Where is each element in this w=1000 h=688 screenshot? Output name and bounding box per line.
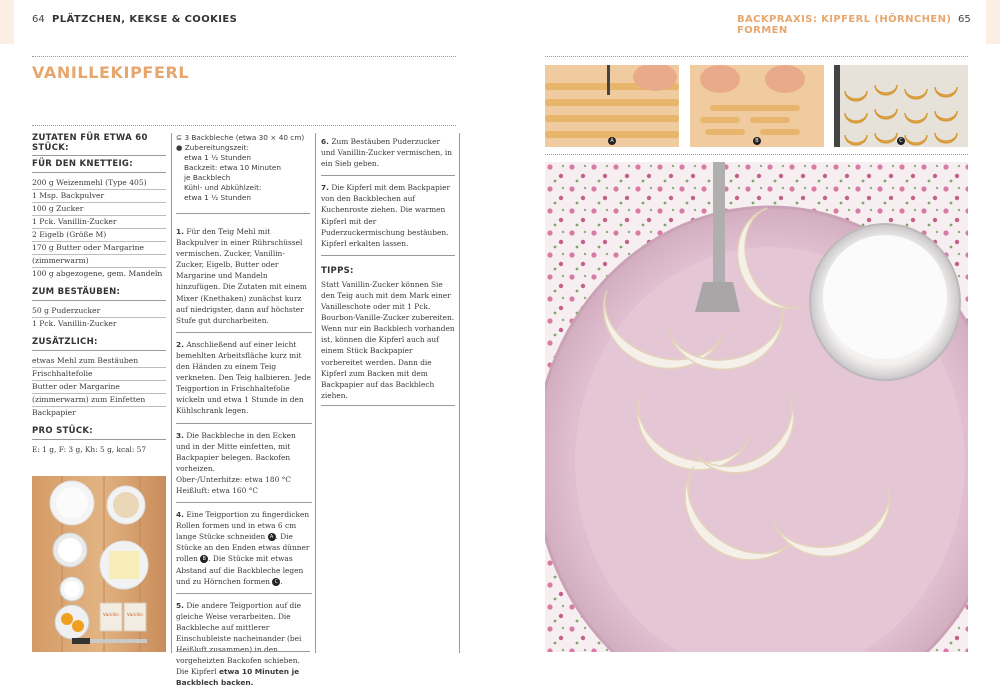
column-divider-3 (459, 133, 460, 653)
ingredients-column (32, 133, 166, 455)
ingredient-item: Backpapier (32, 408, 76, 417)
column-divider-1 (171, 133, 172, 653)
ingredient-item: 1 Pck. Vanillin-Zucker (32, 319, 117, 328)
clock-icon: ● (176, 143, 185, 152)
ingredient-item: 200 g Weizenmehl (Type 405) (32, 177, 166, 190)
ingredient-item: 1 Msp. Backpulver (32, 190, 166, 203)
photo-dotted-rule (545, 154, 968, 155)
tips-heading: TIPPS: (321, 265, 354, 276)
step-rule (176, 332, 312, 333)
step-2: 2. Anschließend auf einer leicht bemehlten Arbeitsfläche kurz mit den Händen zu einem Teig verkneten. Den Teig halbieren. Jede Teigportion in Frischhaltefolie wickeln und etwa 1 Stunde in den Kühlschrank legen. (176, 339, 311, 416)
step-1: 1. Für den Teig Mehl mit Backpulver in einer Rührschüssel vermischen. Zucker, Vanillin-Zucker, Eigelb, Butter oder Margarine und Mandeln hinzufügen. Die Zutaten mit einem Mixer (Knethaken) zunächst kurz auf niedrigster, dann auf höchster Stufe gut durcharbeiten. (176, 227, 307, 325)
right-running-header: BACKPRAXIS: KIPFERL (HÖRNCHEN) FORMEN (737, 14, 952, 36)
per-piece-heading: PRO STÜCK: (32, 426, 166, 440)
column-divider-2 (315, 133, 316, 653)
step-rule (176, 502, 312, 503)
recipe-meta (176, 133, 310, 203)
marker-c-icon: C (272, 578, 280, 586)
tip-1: Statt Vanillin-Zucker können Sie den Teig auch mit dem Mark einer Vanilleschote oder mit 1 Pck. Bourbon-Vanille-Zucker zubereiten. (321, 279, 455, 323)
prep-label: ● Zubereitungszeit: (176, 143, 249, 152)
ingredient-item: 100 g abgezogene, gem. Mandeln (32, 269, 163, 278)
ingredient-item: 50 g Puderzucker (32, 305, 166, 318)
steps-column-2 (321, 136, 455, 410)
extra-heading: ZUSÄTZLICH: (32, 337, 166, 351)
ingredient-item: 100 g Zucker (32, 203, 166, 216)
step-4: 4. Eine Teigportion zu fingerdicken Rollen formen und in etwa 6 cm lange Stücke schneiden A . Die Stücke an den Enden etwas dünner rollen B . Die Stücke mit etwas Abstand auf die Backbleche legen und zu Hörnchen formen C . (176, 510, 310, 586)
step-photo-a-art (545, 65, 679, 147)
cool-value: etwa 1 ½ Stunden (184, 193, 251, 202)
photo-b-label: B (753, 137, 761, 145)
title-dotted-rule (32, 125, 456, 126)
step-6: 6. Zum Bestäuben Puderzucker und Vanillin-Zucker vermischen, in ein Sieb geben. (321, 137, 453, 169)
baking-tray-icon: ⊆ (176, 133, 185, 142)
step-rule (321, 255, 455, 256)
left-tab-marker (0, 0, 14, 44)
top-dotted-rule (32, 56, 456, 57)
trays-info: ⊆ 3 Backbleche (etwa 30 × 40 cm) (176, 133, 305, 142)
step-rule (176, 593, 312, 594)
ingredient-item: 2 Eigelb (Größe M) (32, 229, 166, 242)
steps-bottom-rule (176, 651, 310, 652)
ingredient-item: (zimmerwarm) zum Einfetten (32, 394, 166, 407)
main-photo-art (545, 162, 968, 652)
main-photo (545, 162, 968, 652)
step-photo-b (690, 65, 824, 147)
ingredients-photo (32, 476, 166, 652)
step-7: 7. Die Kipferl mit dem Backpapier von den Backblechen auf Kuchenroste ziehen. Die warmen Kipferl mit der Puderzuckermischung bestäuben. Kipferl erkalten lassen. (321, 183, 451, 248)
ingredient-item: (zimmerwarm) (32, 255, 166, 268)
ingredients-photo-art (32, 476, 166, 652)
steps-column (176, 226, 312, 688)
step-photo-b-art (690, 65, 824, 147)
dough-list (32, 177, 166, 280)
meta-rule (176, 213, 310, 214)
right-page-number: 65 (958, 14, 971, 25)
photo-a-label: A (608, 137, 616, 145)
marker-a-icon: A (268, 533, 276, 541)
extra-list (32, 355, 166, 419)
left-running-header: PLÄTZCHEN, KEKSE & COOKIES (52, 14, 238, 25)
recipe-title: VANILLEKIPFERL (32, 63, 190, 82)
step-photo-c-art (834, 65, 968, 147)
photo-c-label: C (897, 137, 905, 145)
ingredient-item: etwas Mehl zum Bestäuben (32, 355, 166, 368)
step-5: 5. Die andere Teigportion auf die gleiche Weise verarbeiten. Die Backbleche auf mittlerer Einschubleiste nacheinander (bei Heißluft zusammen) in den vorgeheizten Backofen schieben. Die Kipferl etwa 10 Minuten je Backblech backen. (176, 600, 302, 688)
dough-heading: FÜR DEN KNETTEIG: (32, 159, 166, 173)
dust-list (32, 305, 166, 330)
ingredient-item: 1 Pck. Vanillin-Zucker (32, 216, 166, 229)
right-tab-marker (986, 0, 1000, 44)
step-rule (321, 175, 455, 176)
sugar-pack-label-2: Vanillin (126, 613, 144, 618)
cool-label: Kühl- und Abkühlzeit: (184, 183, 262, 192)
nutrition-info: E: 1 g, F: 3 g, Kh: 5 g, kcal: 57 (32, 445, 147, 454)
ingredient-item: Butter oder Margarine (32, 381, 166, 394)
dust-heading: ZUM BESTÄUBEN: (32, 287, 166, 301)
ingredient-item: 170 g Butter oder Margarine (32, 242, 166, 255)
right-top-dotted-rule (545, 56, 968, 57)
tip-2: Wenn nur ein Backblech vorhanden ist, können die Kipferl auch auf einem Stück Backpapier vorbereitet werden. Dann die Kipferl zum Backen mit dem Backpapier auf das Backblech ziehen. (321, 324, 455, 400)
step-photo-a (545, 65, 679, 147)
step-rule (176, 423, 312, 424)
step-3: 3. Die Backbleche in den Ecken und in der Mitte einfetten, mit Backpapier belegen. Backofen vorheizen. Ober-/Unterhitze: etwa 180 °C Heißluft: etwa 160 °C (176, 430, 296, 495)
sugar-pack-label-1: Vanillin (102, 613, 120, 618)
prep-value: etwa 1 ½ Stunden (184, 153, 251, 162)
ingredient-item: Frischhaltefolie (32, 368, 166, 381)
ingredients-heading: ZUTATEN FÜR ETWA 60 STÜCK: (32, 133, 166, 156)
bake-time: Backzeit: etwa 10 Minuten (184, 163, 281, 172)
left-page-number: 64 (32, 14, 45, 25)
marker-b-icon: B (200, 555, 208, 563)
tips-rule (321, 405, 455, 406)
step-photo-c (834, 65, 968, 147)
bake-time-per-tray: je Backblech (184, 173, 231, 182)
